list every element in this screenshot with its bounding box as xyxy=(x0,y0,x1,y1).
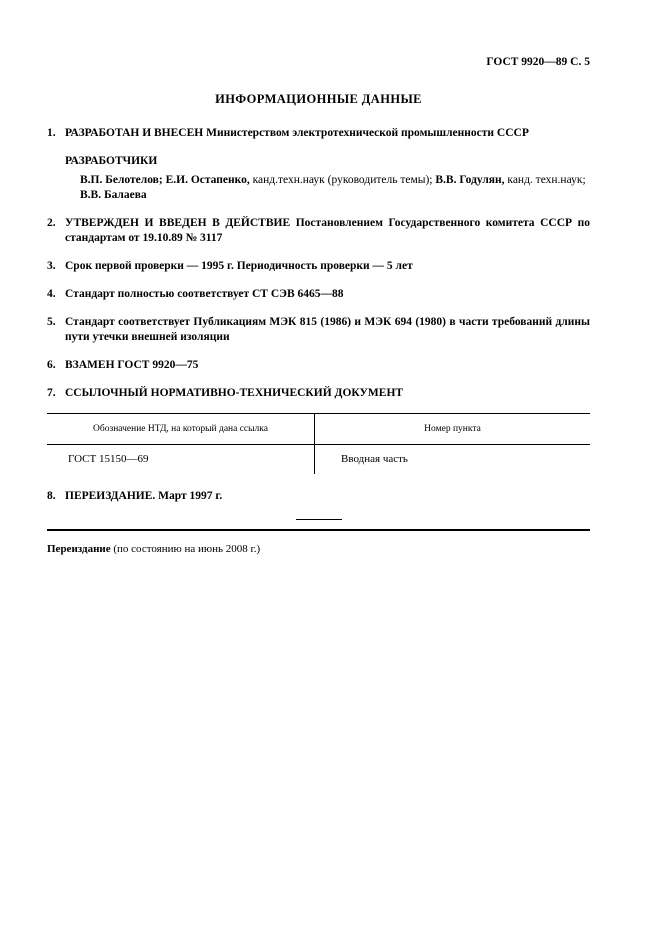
item-8 xyxy=(47,489,590,504)
reprint-note-emphasis: Переиздание xyxy=(47,543,111,556)
item-5-text: Стандарт соответствует Публикациям МЭК 815 (1986) и МЭК 694 (1980) в части требований длины пути утечки внешней изоляции xyxy=(65,315,590,343)
item-4-text: Стандарт полностью соответствует СТ СЭВ 6465—88 xyxy=(65,287,344,300)
developers-heading: РАЗРАБОТЧИКИ xyxy=(65,155,158,168)
developers-names xyxy=(80,173,590,203)
item-5 xyxy=(47,315,590,345)
item-7 xyxy=(47,386,590,401)
item-3 xyxy=(47,259,590,274)
developer-name-2: В.В. Годулян, xyxy=(435,174,505,187)
item-7-number: 7. xyxy=(47,386,56,399)
item-6-number: 6. xyxy=(47,358,56,371)
item-8-text: ПЕРЕИЗДАНИЕ. Март 1997 г. xyxy=(65,490,223,503)
item-6 xyxy=(47,358,590,373)
item-2-number: 2. xyxy=(47,216,56,229)
table-header-cell-ntd: Обозначение НТД, на который дана ссылка xyxy=(47,414,315,443)
reprint-note-detail: (по состоянию на июнь 2008 г.) xyxy=(110,543,261,556)
item-4-number: 4. xyxy=(47,287,56,300)
item-1-text: РАЗРАБОТАН И ВНЕСЕН Министерством электротехнической промышленности СССР xyxy=(65,127,529,140)
item-1 xyxy=(47,126,590,141)
item-4 xyxy=(47,287,590,302)
developer-name-3: В.В. Балаева xyxy=(80,189,147,201)
item-2 xyxy=(47,216,590,246)
item-1-number: 1. xyxy=(47,127,56,140)
page-header: ГОСТ 9920—89 С. 5 xyxy=(486,56,590,68)
item-3-number: 3. xyxy=(47,259,56,272)
item-5-number: 5. xyxy=(47,315,56,328)
item-7-text: ССЫЛОЧНЫЙ НОРМАТИВНО-ТЕХНИЧЕСКИЙ ДОКУМЕНТ xyxy=(65,386,404,399)
table-header-row xyxy=(47,414,590,444)
item-6-text: ВЗАМЕН ГОСТ 9920—75 xyxy=(65,358,199,371)
table-cell-gost: ГОСТ 15150—69 xyxy=(47,445,315,474)
reprint-note xyxy=(47,542,590,556)
developer-degree-2: канд. техн.наук; xyxy=(504,174,586,187)
item-8-number: 8. xyxy=(47,490,56,503)
table-cell-section: Вводная часть xyxy=(341,452,408,465)
table-row xyxy=(47,445,590,474)
page-title: ИНФОРМАЦИОННЫЕ ДАННЫЕ xyxy=(215,91,422,106)
item-2-text: УТВЕРЖДЕН И ВВЕДЕН В ДЕЙСТВИЕ Постановлением Государственного комитета СССР по стандартам от 19.10.89 № 3117 xyxy=(65,216,590,244)
separator-short xyxy=(296,519,342,520)
developer-name-1: В.П. Белотелов; Е.И. Остапенко, xyxy=(80,174,250,187)
developer-degree-1: канд.техн.наук (руководитель темы); xyxy=(249,174,436,187)
reference-table xyxy=(47,413,590,474)
table-header-cell-number: Номер пункта xyxy=(424,424,481,435)
item-3-text: Срок первой проверки — 1995 г. Периодичность проверки — 5 лет xyxy=(65,259,413,272)
separator-thick xyxy=(47,529,590,531)
